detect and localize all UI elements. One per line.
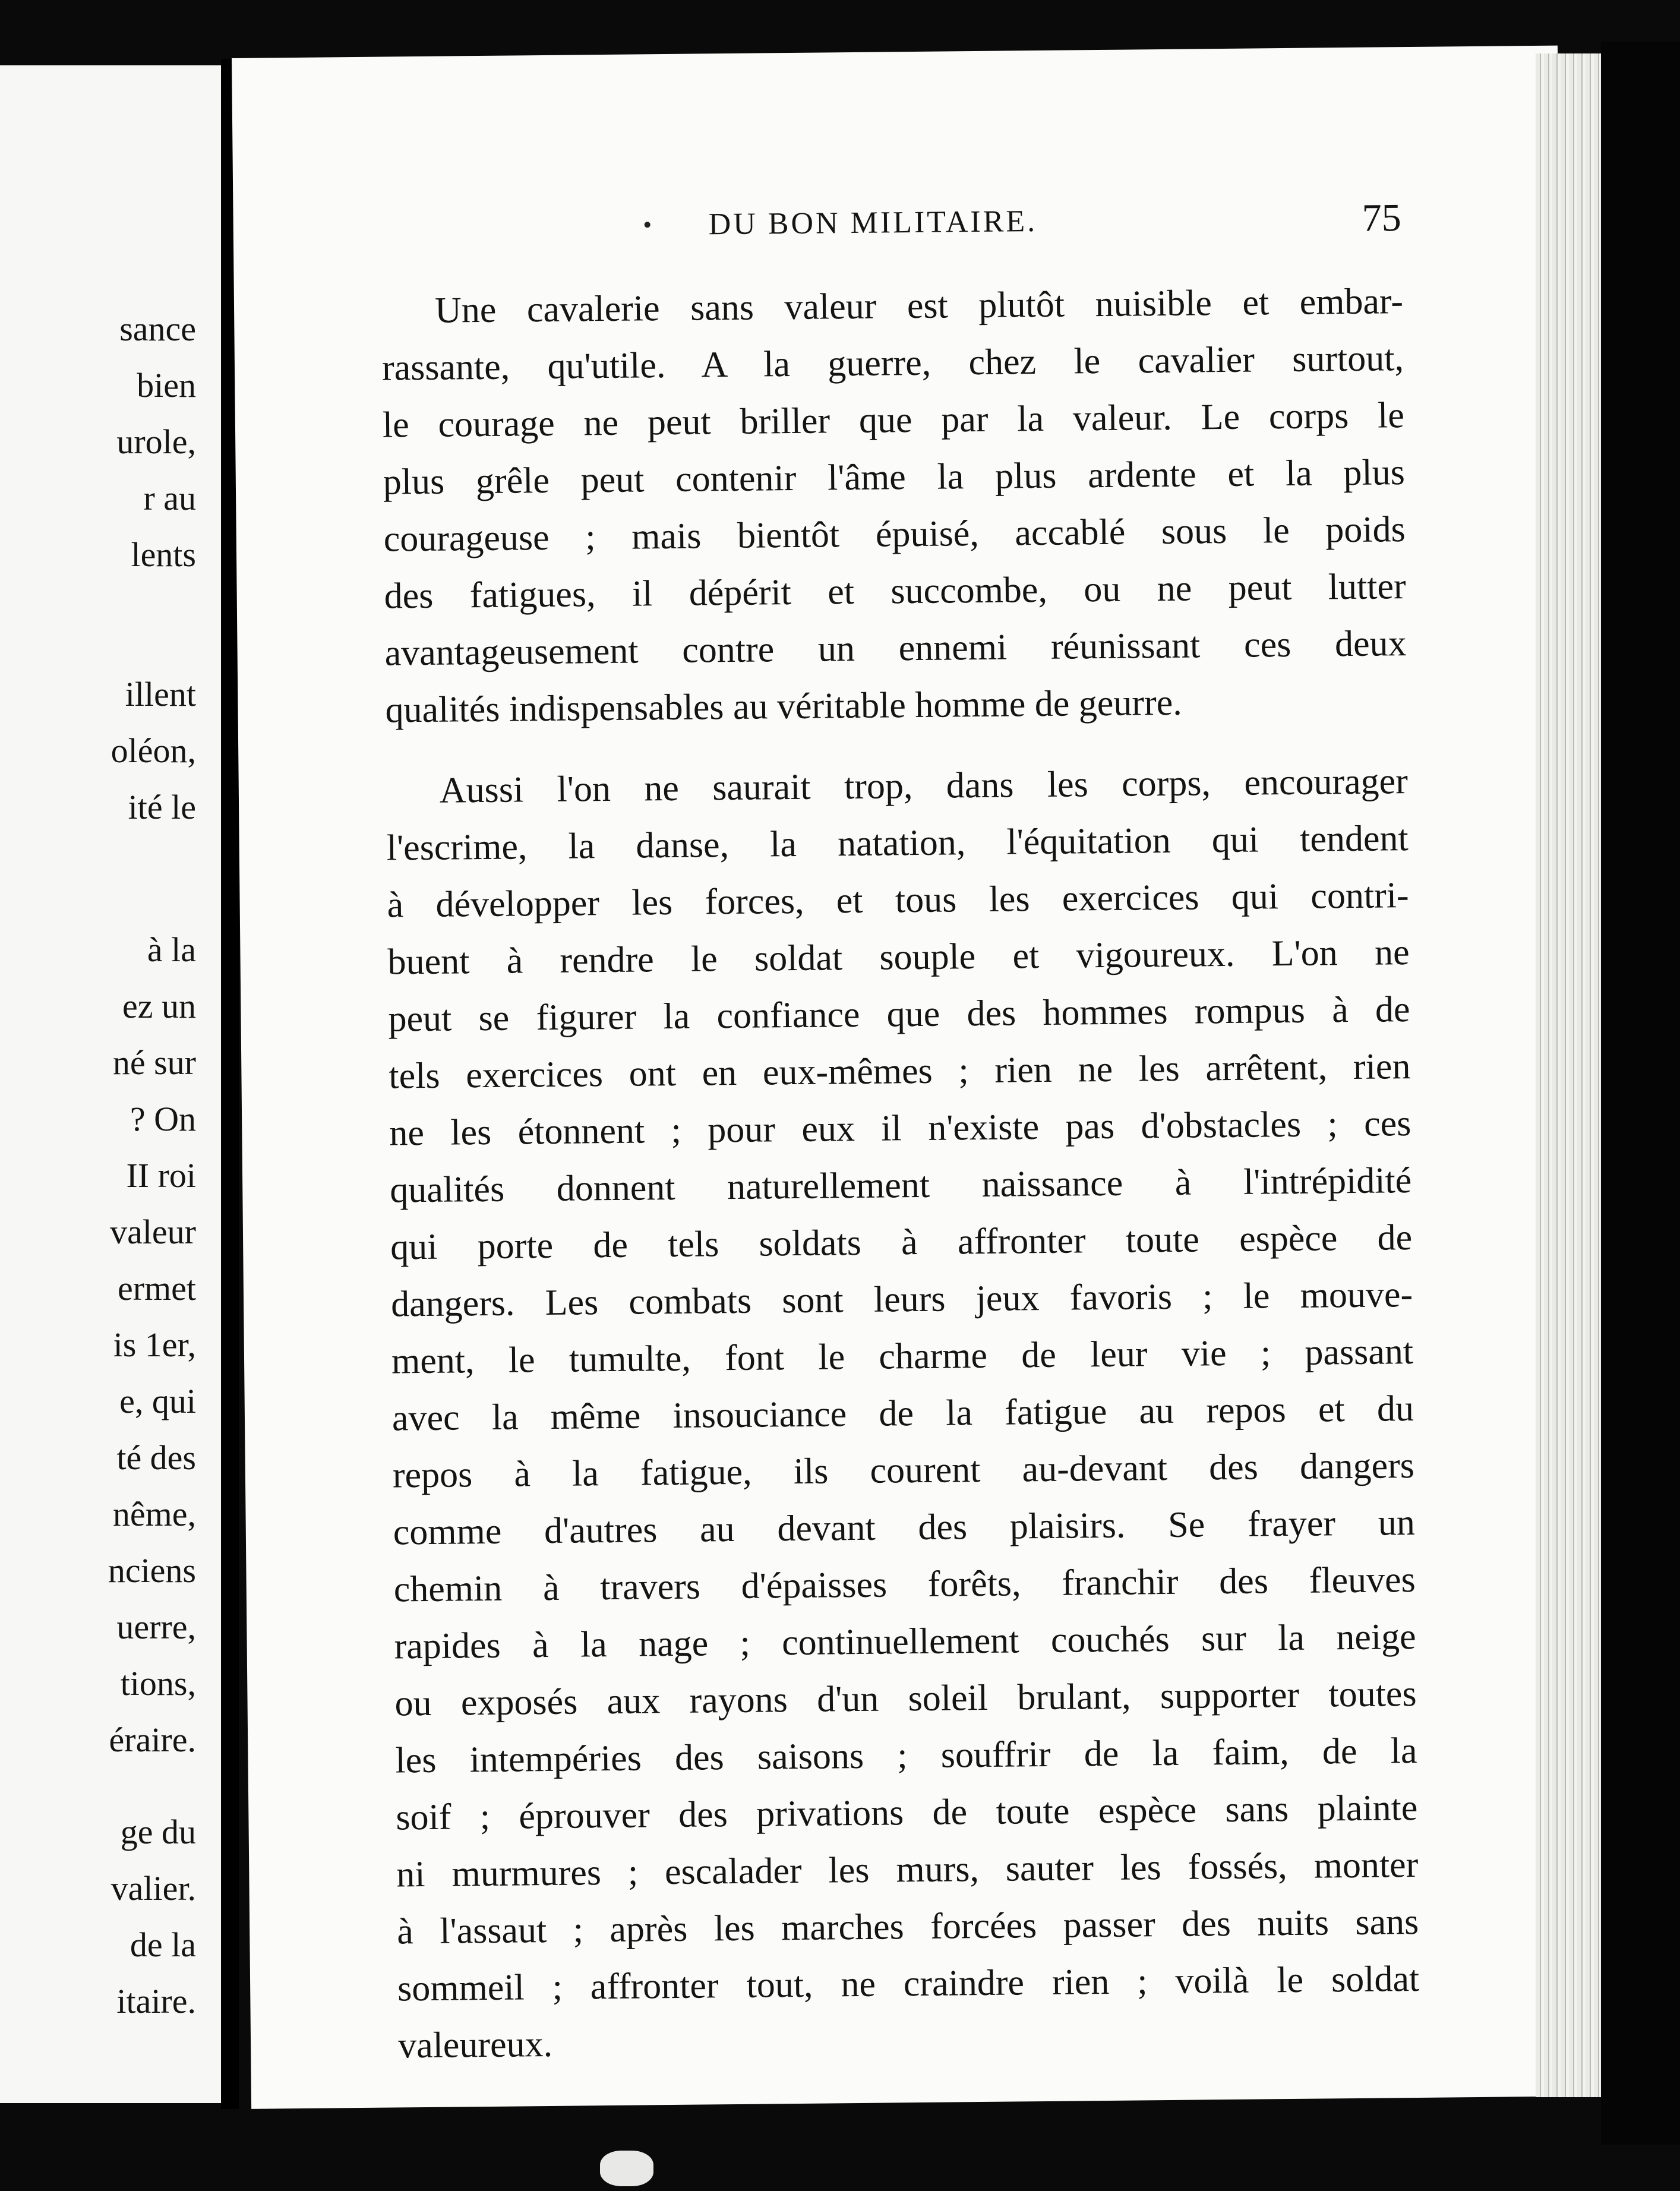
left-page-fragment: ? On [130,1100,196,1138]
text-line: tels exercices ont en eux-mêmes ; rien ne les arrêtent, rien [389,1046,1411,1097]
text-line: rassante, qu'utile. A la guerre, chez le cavalier surtout, [381,338,1404,389]
left-page-fragment: ermet [117,1269,196,1308]
text-line: repos à la fatigue, ils courent au-devant des dangers [392,1445,1415,1496]
left-page-fragment: tions, [120,1664,196,1703]
left-page-fragment: sance [119,310,196,348]
text-line: qualités indispensables au véritable homme de geurre. [385,682,1182,731]
text-line: rapides à la nage ; continuellement couchés sur la neige [394,1616,1416,1667]
text-line: sommeil ; affronter tout, ne craindre rien ; voilà le soldat [397,1958,1420,2009]
left-page-fragment: urole, [116,422,196,461]
left-page-fragment: ge du [120,1813,196,1851]
left-page-fragment: valier. [110,1869,196,1908]
text-line: dangers. Les combats sont leurs jeux favoris ; le mouve- [390,1274,1413,1325]
text-line: plus grêle peut contenir l'âme la plus ardente et la plus [383,452,1406,503]
left-page-fragment: ez un [122,987,196,1025]
text-line: buent à rendre le soldat souple et vigoureux. L'on ne [387,932,1410,983]
left-page-fragment: oléon, [110,731,196,770]
left-page-fragment: à la [147,930,196,969]
text-line: courageuse ; mais bientôt épuisé, accablé sous le poids [383,509,1406,560]
text-line: ment, le tumulte, font le charme de leur vie ; passant [391,1331,1414,1382]
book-page [232,46,1577,2109]
text-line: valeureux. [397,2023,553,2066]
text-line: qualités donnent naturellement naissance à l'intrépidité [389,1160,1412,1211]
text-line: à développer les forces, et tous les exercices qui contri- [387,875,1409,926]
left-page-fragment: né sur [112,1043,196,1082]
text-line: chemin à travers d'épaisses forêts, franchir des fleuves [393,1559,1416,1610]
text-line: des fatigues, il dépérit et succombe, ou ne peut lutter [384,566,1406,617]
text-line: avec la même insouciance de la fatigue au repos et du [391,1388,1414,1439]
left-page-fragment: bien [137,366,196,405]
left-page-fragment: r au [143,479,196,517]
left-page-fragment: lents [131,535,196,574]
text-line: le courage ne peut briller que par la valeur. Le corps le [382,395,1405,446]
text-line: peut se figurer la confiance que des hommes rompus à de [388,989,1410,1040]
text-line: l'escrime, la danse, la natation, l'équitation qui tendent [386,818,1409,869]
running-head: DU BON MILITAIRE. [708,204,1038,242]
ink-dot [645,222,650,228]
left-page-fragment: nême, [112,1495,196,1533]
left-page-fragment: is 1er, [113,1325,196,1364]
text-line: ni murmures ; escalader les murs, sauter les fossés, monter [396,1844,1419,1895]
text-line: qui porte de tels soldats à affronter toute espèce de [390,1217,1413,1268]
paper-speck [600,2151,653,2186]
left-page-fragment: illent [125,675,196,714]
text-line: à l'assaut ; après les marches forcées passer des nuits sans [396,1901,1419,1952]
left-page-fragment: nciens [108,1551,196,1590]
text-line: comme d'autres au devant des plaisirs. Se frayer un [393,1502,1416,1553]
page-number: 75 [1362,196,1402,240]
page-edge-shadow [1601,42,1680,2145]
text-line: ou exposés aux rayons d'un soleil brulant, supporter toutes [394,1673,1417,1724]
page-edges [1536,53,1601,2097]
text-line: avantageusement contre un ennemi réunissant ces deux [384,623,1407,674]
left-page-fragment: II roi [126,1156,196,1195]
page-header [233,194,1559,254]
left-page-fragment: valeur [110,1213,196,1251]
left-page-fragment: ité le [128,788,196,826]
left-page-fragment: itaire. [116,1982,196,2020]
previous-page [0,65,227,2103]
left-page-fragment: de la [130,1925,196,1964]
left-page-fragment: éraire. [109,1720,196,1759]
left-page-fragment: té des [116,1438,196,1477]
body-text [381,273,1420,2074]
text-line: Une cavalerie sans valeur est plutôt nuisible et embar- [434,281,1404,331]
text-line: les intempéries des saisons ; souffrir de la faim, de la [395,1730,1417,1781]
left-page-fragment: e, qui [119,1382,196,1420]
text-line: ne les étonnent ; pour eux il n'existe pas d'obstacles ; ces [389,1103,1411,1154]
text-line: Aussi l'on ne saurait trop, dans les corps, encourager [439,761,1409,811]
left-page-fragment: uerre, [116,1608,196,1646]
text-line: soif ; éprouver des privations de toute espèce sans plainte [396,1787,1418,1838]
